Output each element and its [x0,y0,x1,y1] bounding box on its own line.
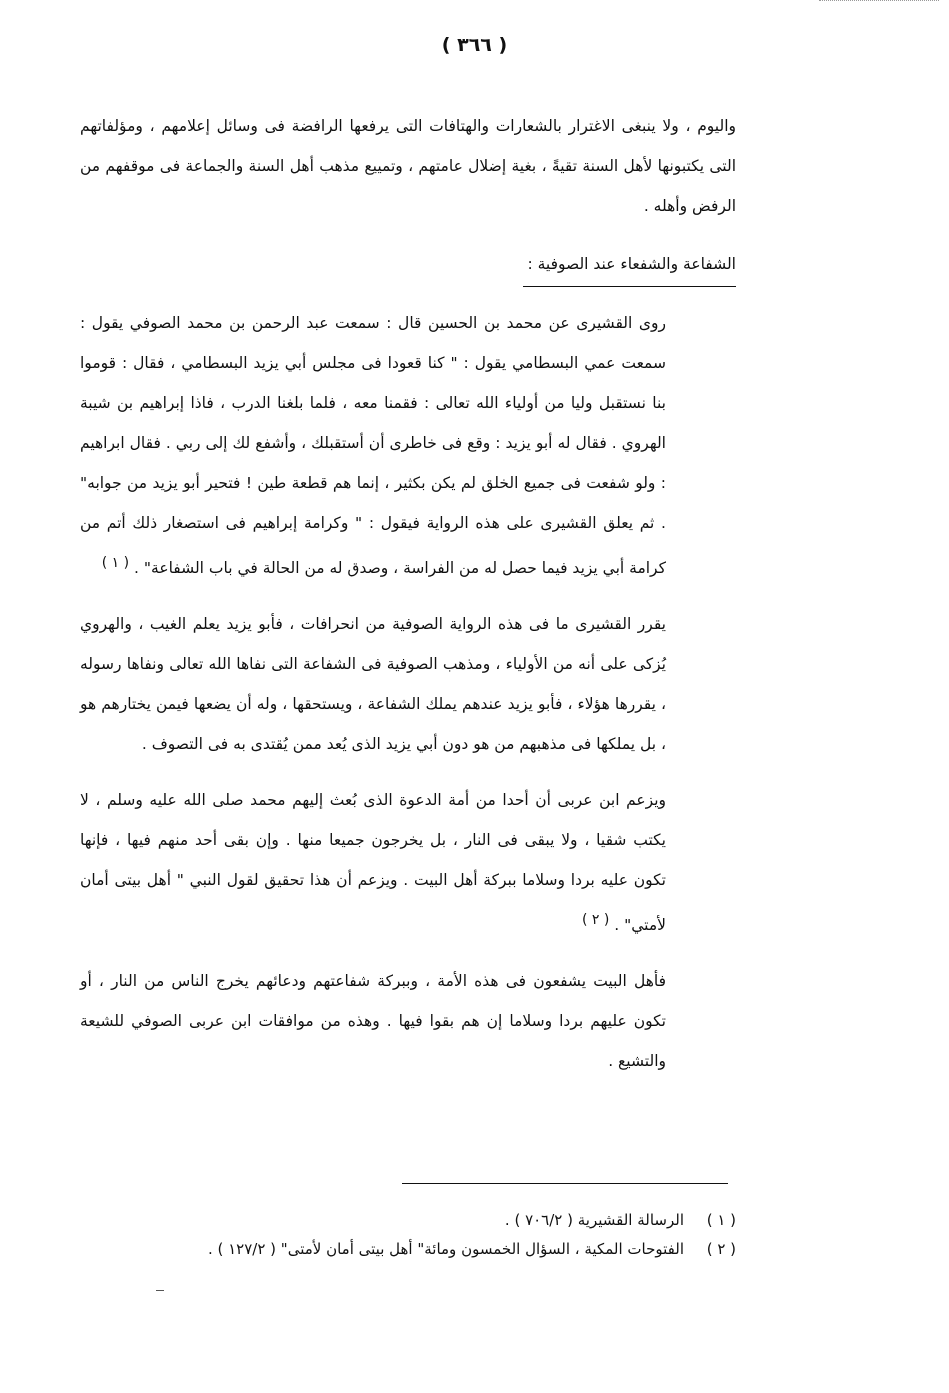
paragraph-ibn-arabi [80,780,736,945]
section-heading-text: الشفاعة والشفعاء عند الصوفية : [523,246,736,287]
paragraph-qushayri-text: روى القشيرى عن محمد بن الحسين قال : سمعت عبد الرحمن بن محمد الصوفي يقول : سمعت عمي البسطامي يقول : " كنا قعودا فى مجلس أبي يزيد البسطامي ، فقال : قوموا بنا نستقبل وليا من أولياء الله تعالى : فقمنا معه ، فلما بلغنا الدرب ، فاذا إبراهيم بن شيبة الهروي . فقال له أبو يزيد : وقع فى خاطرى أن أستقبلك ، وأشفع لك إلى ربي . فقال ابراهيم : ولو شفعت فى جميع الخلق لم يكن بكثير ، إنما هم قطعة طين ! فتحير أبو يزيد من جوابه" . ثم يعلق القشيرى على هذه الرواية فيقول : " وكرامة إبراهيم فى استصغار ذلك أتم من كرامة أبي يزيد فيما حصل له من الفراسة ، وصدق له من الحالة في باب الشفاعة" . [80,314,666,577]
footnotes [80,1206,736,1264]
main-text [80,106,736,1081]
section-heading [80,242,736,287]
paragraph-analysis: يقرر القشيرى ما فى هذه الرواية الصوفية من انحرافات ، فأبو يزيد يعلم الغيب ، والهروي يُزكى على أنه من الأولياء ، ومذهب الصوفية فى الشفاعة التى نفاها الله تعالى ونفاها رسوله ، يقررها هؤلاء ، فأبو يزيد عندهم يملك الشفاعة ، ويستحقها ، وله أن يضعها فيمن يختارهم هو ، بل يملكها فى مذهبهم من هو دون أبي يزيد الذى يُعد ممن يُقتدى به فى التصوف . [80,615,666,753]
stray-mark [156,1290,164,1291]
footnote-ref-2: ( ٢ ) [581,912,610,928]
paragraph-ibn-arabi-text: ويزعم ابن عربى أن أحدا من أمة الدعوة الذى بُعث إليهم محمد صلى الله عليه وسلم ، لا يكتب شقيا ، ولا يبقى فى النار ، بل يخرجون جميعا منها . وإن بقى أحد منهم فيها ، فإنها تكون عليه بردا وسلاما ببركة أهل البيت . ويزعم أن هذا تحقيق لقول النبي " أهل بيتى أمان لأمتي" . [80,791,666,934]
page-number: ( ٣٦٦ ) [441,34,508,56]
footnote-ref-1: ( ١ ) [101,555,130,571]
footnote-text: الفتوحات المكية ، السؤال الخمسون ومائة" أهل بيتى أمان لأمتى" ( ١٢٧/٢ ) . [207,1240,684,1258]
scan-edge-mark [819,0,939,3]
paragraph-qushayri-narration [80,303,736,588]
footnote-item [80,1235,736,1264]
footnote-text: الرسالة القشيرية ( ٧٠٦/٢ ) . [504,1211,684,1229]
footnote-number: ( ٢ ) [706,1240,736,1258]
footnote-number: ( ١ ) [706,1211,736,1229]
paragraph-ahl-albayt: فأهل البيت يشفعون فى هذه الأمة ، وببركة شفاعتهم ودعائهم يخرج الناس من النار ، أو تكون عليهم بردا وسلاما إن هم بقوا فيها . وهذه من موافقات ابن عربى الصوفي للشيعة والتشيع . [80,972,666,1070]
footnote-divider [402,1183,728,1184]
footnote-item [80,1206,736,1235]
paragraph-intro: واليوم ، ولا ينبغى الاغترار بالشعارات والهتافات التى يرفعها الرافضة فى وسائل إعلامهم ، ومؤلفاتهم التى يكتبونها لأهل السنة تقيةً ، بغية إضلال عامتهم ، وتمييع مذهب أهل السنة والجماعة فى موقفهم من الرفض وأهله . [80,117,736,215]
